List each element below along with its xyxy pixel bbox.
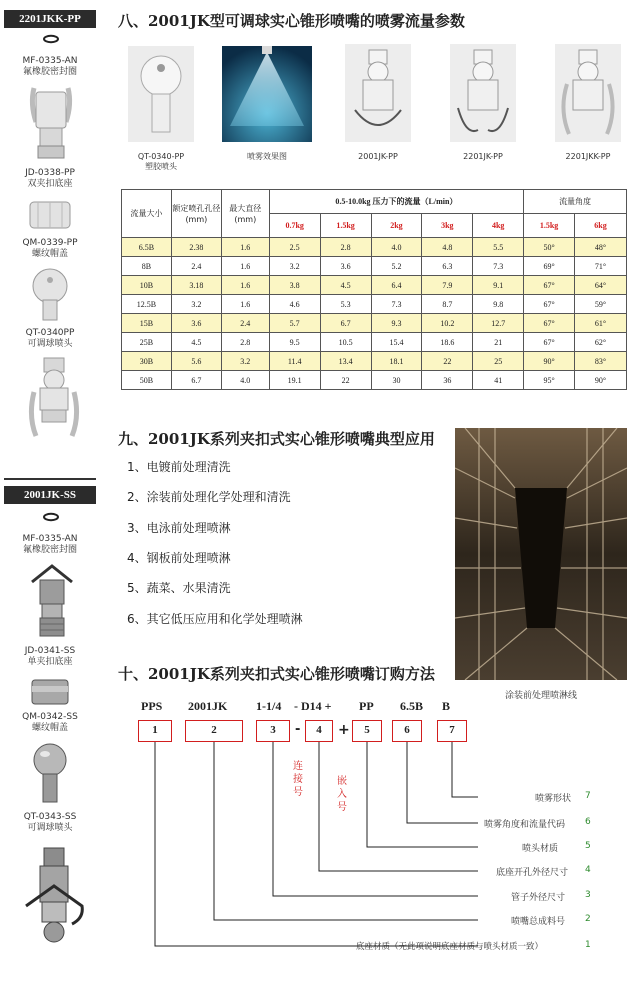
cell-orifice: 6.7	[171, 371, 221, 390]
application-item: 4、钢板前处理喷淋	[127, 551, 231, 565]
cell-flow: 41	[473, 371, 524, 390]
code-part-pipe: 1-1/4	[256, 699, 282, 713]
code-part-material: PP	[359, 699, 374, 713]
header-angle-group: 流量角度	[524, 190, 627, 214]
header-pressure: 4kg	[473, 214, 524, 238]
header-flow-group: 0.5-10.0kg 压力下的流量（L/min）	[269, 190, 523, 214]
cell-size: 12.5B	[122, 295, 172, 314]
cell-flow: 2.5	[269, 238, 320, 257]
cell-angle: 90°	[575, 371, 627, 390]
part-desc: 螺纹帽盖	[31, 249, 68, 259]
part-code: JD-0341-SS	[24, 646, 76, 656]
cell-angle: 67°	[524, 276, 575, 295]
cell-flow: 3.8	[269, 276, 320, 295]
cell-flow: 19.1	[269, 371, 320, 390]
cell-size: 30B	[122, 352, 172, 371]
order-num-4: 4	[585, 865, 591, 875]
insert-label: 嵌入号	[337, 776, 347, 813]
cell-angle: 62°	[575, 333, 627, 352]
code-part-model: 2001JK	[188, 699, 228, 713]
part-desc: 螺纹帽盖	[31, 723, 68, 733]
order-label-7: 喷雾形状	[535, 794, 572, 804]
cell-flow: 4.6	[269, 295, 320, 314]
cell-flow: 5.5	[473, 238, 524, 257]
order-label-1: 底座材质（无此项说明底座材质与喷头材质一致）	[356, 942, 544, 952]
part-desc: 氟橡胶密封圈	[22, 545, 77, 555]
cell-size: 25B	[122, 333, 172, 352]
cell-orifice: 2.38	[171, 238, 221, 257]
photo-caption: 2201JKK-PP	[565, 152, 611, 161]
cell-orifice: 2.4	[171, 257, 221, 276]
cell-flow: 2.8	[320, 238, 371, 257]
part-desc: 双夹扣底座	[27, 179, 73, 189]
cell-max: 4.0	[221, 371, 269, 390]
cell-angle: 67°	[524, 333, 575, 352]
cell-angle: 90°	[524, 352, 575, 371]
code-box-1: 1	[138, 720, 172, 742]
order-label-5: 喷头材质	[522, 844, 559, 854]
header-flow-size: 流量大小	[122, 190, 172, 238]
cell-angle: 48°	[575, 238, 627, 257]
order-num-1: 1	[585, 940, 591, 950]
header-pressure: 1.5kg	[320, 214, 371, 238]
cell-flow: 4.0	[371, 238, 422, 257]
cell-flow: 10.5	[320, 333, 371, 352]
part-code: QT-0340PP	[25, 328, 75, 338]
cell-flow: 9.1	[473, 276, 524, 295]
cell-flow: 13.4	[320, 352, 371, 371]
order-num-5: 5	[585, 841, 591, 851]
section9-title: 九、2001JK系列夹扣式实心锥形喷嘴典型应用	[118, 430, 435, 448]
code-box-2: 2	[185, 720, 243, 742]
cell-flow: 4.5	[320, 276, 371, 295]
cell-flow: 6.7	[320, 314, 371, 333]
cell-flow: 22	[320, 371, 371, 390]
spray-line-caption: 涂装前处理喷淋线	[504, 691, 577, 701]
cell-angle: 59°	[575, 295, 627, 314]
header-max-unit: (mm)	[234, 214, 257, 224]
cell-angle: 71°	[575, 257, 627, 276]
code-box-4: 4	[305, 720, 333, 742]
cell-max: 3.2	[221, 352, 269, 371]
cell-flow: 25	[473, 352, 524, 371]
order-num-6: 6	[585, 817, 591, 827]
connector-dash: -	[295, 722, 301, 737]
code-box-5: 5	[352, 720, 382, 742]
header-pressure: 3kg	[422, 214, 473, 238]
cell-orifice: 4.5	[171, 333, 221, 352]
cell-flow: 6.3	[422, 257, 473, 276]
cell-flow: 36	[422, 371, 473, 390]
order-label-3: 管子外径尺寸	[511, 893, 566, 903]
cell-angle: 67°	[524, 314, 575, 333]
cell-max: 1.6	[221, 295, 269, 314]
header-max-label: 最大直径	[229, 203, 262, 213]
part-desc: 氟橡胶密封圈	[22, 67, 77, 77]
cell-max: 2.4	[221, 314, 269, 333]
cell-orifice: 3.6	[171, 314, 221, 333]
section10-title: 十、2001JK系列夹扣式实心锥形喷嘴订购方法	[118, 665, 435, 683]
cell-angle: 67°	[524, 295, 575, 314]
cell-flow: 9.5	[269, 333, 320, 352]
cell-size: 8B	[122, 257, 172, 276]
application-item: 1、电镀前处理清洗	[127, 460, 231, 474]
cell-flow: 7.9	[422, 276, 473, 295]
cell-flow: 11.4	[269, 352, 320, 371]
application-item: 3、电泳前处理喷淋	[127, 521, 231, 535]
part-desc: 可调球喷头	[27, 823, 73, 833]
cell-flow: 22	[422, 352, 473, 371]
cell-angle: 61°	[575, 314, 627, 333]
cell-flow: 9.3	[371, 314, 422, 333]
cell-orifice: 3.18	[171, 276, 221, 295]
part-code: QT-0343-SS	[23, 812, 77, 822]
cell-size: 50B	[122, 371, 172, 390]
cell-flow: 4.8	[422, 238, 473, 257]
part-code: QM-0342-SS	[22, 712, 78, 722]
cell-flow: 15.4	[371, 333, 422, 352]
cell-flow: 5.2	[371, 257, 422, 276]
part-desc: 单夹扣底座	[27, 657, 73, 667]
header-pressure: 0.7kg	[269, 214, 320, 238]
application-item: 6、其它低压应用和化学处理喷淋	[127, 612, 303, 626]
code-box-7: 7	[437, 720, 467, 742]
sidebar-group1-title: 2201JKK-PP	[4, 10, 96, 28]
cell-angle: 95°	[524, 371, 575, 390]
cell-flow: 30	[371, 371, 422, 390]
order-num-2: 2	[585, 914, 591, 924]
cell-flow: 9.8	[473, 295, 524, 314]
cell-flow: 5.3	[320, 295, 371, 314]
part-code: QM-0339-PP	[22, 238, 78, 248]
cell-orifice: 5.6	[171, 352, 221, 371]
photo-caption: 2201JK-PP	[463, 152, 503, 161]
cell-flow: 3.2	[269, 257, 320, 276]
code-part-shape: B	[442, 699, 451, 713]
code-part-pps: PPS	[141, 699, 163, 713]
cell-angle: 64°	[575, 276, 627, 295]
cell-flow: 18.6	[422, 333, 473, 352]
photo-caption: 2001JK-PP	[358, 152, 398, 161]
cell-angle: 69°	[524, 257, 575, 276]
code-box-6: 6	[392, 720, 422, 742]
order-label-6: 喷雾角度和流量代码	[484, 820, 566, 830]
cell-size: 15B	[122, 314, 172, 333]
cell-flow: 10.2	[422, 314, 473, 333]
order-num-3: 3	[585, 890, 591, 900]
photo-caption: QT-0340-PP	[137, 152, 185, 161]
code-part-flow: 6.5B	[400, 699, 424, 713]
part-code: MF-0335-AN	[22, 56, 78, 66]
order-label-4: 底座开孔外径尺寸	[496, 868, 569, 878]
cell-flow: 12.7	[473, 314, 524, 333]
cell-flow: 5.7	[269, 314, 320, 333]
header-orifice-unit: (mm)	[185, 214, 208, 224]
order-num-7: 7	[585, 791, 591, 801]
cell-orifice: 3.2	[171, 295, 221, 314]
cell-max: 1.6	[221, 257, 269, 276]
sidebar-group2-title: 2001JK-SS	[4, 486, 96, 504]
code-part-base: - D14 +	[294, 699, 332, 713]
cell-flow: 7.3	[473, 257, 524, 276]
cell-flow: 8.7	[422, 295, 473, 314]
photo-caption: 塑胶喷头	[145, 162, 177, 171]
order-label-2: 喷嘴总成料号	[511, 917, 566, 927]
code-box-3: 3	[256, 720, 290, 742]
application-item: 2、涂装前处理化学处理和清洗	[127, 490, 291, 504]
cell-size: 6.5B	[122, 238, 172, 257]
section8-title: 八、2001JK型可调球实心锥形喷嘴的喷雾流量参数	[118, 12, 465, 30]
cell-flow: 3.6	[320, 257, 371, 276]
cell-size: 10B	[122, 276, 172, 295]
cell-max: 1.6	[221, 238, 269, 257]
insert-plus: +	[338, 722, 350, 738]
cell-angle: 83°	[575, 352, 627, 371]
header-orifice-label: 额定喷孔孔径	[172, 203, 221, 213]
header-pressure: 2kg	[371, 214, 422, 238]
application-item: 5、蔬菜、水果清洗	[127, 581, 231, 595]
part-desc: 可调球喷头	[27, 339, 73, 349]
photo-caption: 喷雾效果图	[247, 152, 287, 161]
header-angle-pressure: 1.5kg	[524, 214, 575, 238]
cell-flow: 6.4	[371, 276, 422, 295]
cell-flow: 7.3	[371, 295, 422, 314]
cell-angle: 50°	[524, 238, 575, 257]
part-code: JD-0338-PP	[25, 168, 75, 178]
cell-flow: 18.1	[371, 352, 422, 371]
part-code: MF-0335-AN	[22, 534, 78, 544]
cell-flow: 21	[473, 333, 524, 352]
cell-max: 2.8	[221, 333, 269, 352]
cell-max: 1.6	[221, 276, 269, 295]
header-angle-pressure: 6kg	[575, 214, 627, 238]
connector-label: 连接号	[293, 761, 303, 798]
